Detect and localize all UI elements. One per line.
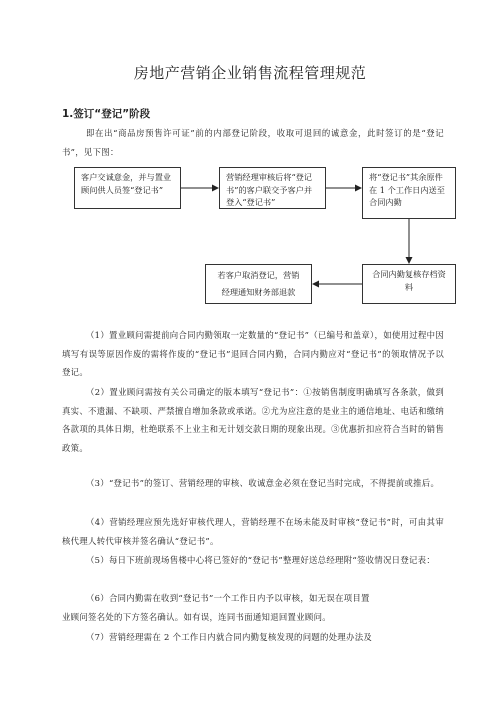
paragraph-6-line-1: （6）合同内勤需在收到“登记书”一个工作日内予以审核，如无误在项目置: [86, 593, 370, 603]
flow-box-2: 营销经理审核后将“登记书”的客户联交予客户并登入“登记书”: [219, 167, 326, 209]
paragraph-4: （4）营销经理应预先选好审核代理人，营销经理不在场未能及时审核“登记书”时，可由其审核代理人转代审核并签名确认“登记书”。: [62, 517, 444, 546]
paragraph-1: （1）置业顾问需提前向合同内勤领取一定数量的“登记书”（已编号和盖章），如使用过程中因填写有误等原因作废的需将作废的“登记书”退回合同内勤，合同内勤应对“登记书”的领取情况予以登记。: [62, 330, 444, 377]
flow-box-5-line-1: 若客户取消登记，营销: [217, 270, 300, 280]
section-heading: 1.签订“登记”阶段: [62, 108, 151, 120]
flow-box-5-line-2: 经理通知财务部退款: [221, 287, 296, 297]
flow-box-3: 将“登记书”其余原件在 1 个工作日内送至合同内勤: [362, 167, 456, 219]
paragraph-6-line-2: 业顾问签名处的下方签名确认。如有误，连同书面通知退回置业顾问。: [62, 612, 331, 622]
paragraph-3: （3）“登记书”的签订、营销经理的审核、收诚意金必须在登记当时完成，不得提前或推后。: [86, 478, 440, 488]
paragraph-7: （7）营销经理需在 2 个工作日内就合同内勤复核发现的问题的处理办法及: [86, 632, 373, 642]
flow-box-4: 合同内勤复核存档资料: [362, 264, 456, 304]
intro-paragraph: 即在出“商品房预售许可证”前的内部登记阶段，收取可退回的诚意金，此时签订的是“登记书”，见下图：: [62, 128, 444, 157]
page-title: 房地产营销企业销售流程管理规范: [133, 64, 367, 82]
paragraph-5: （5）每日下班前现场售楼中心将已签好的“登记书”整理好送总经理附“签收情况日登记表：: [86, 555, 436, 565]
paragraph-2: （2）置业顾问需按有关公司确定的版本填写“登记书”：①按销售制度明确填写各条款，做到真实、不遗漏、不缺项、严禁擅自增加条款或承诺。②尤为应注意的是业主的通信地址、电话和缴纳各款项的具体日期，杜绝联系不上业主和无计划交款日期的现象出现。③优惠折扣应符合当时的销售政策。: [62, 387, 444, 453]
flow-box-1: 客户交诚意金，并与置业顾问供人员签“登记书”: [74, 167, 181, 209]
